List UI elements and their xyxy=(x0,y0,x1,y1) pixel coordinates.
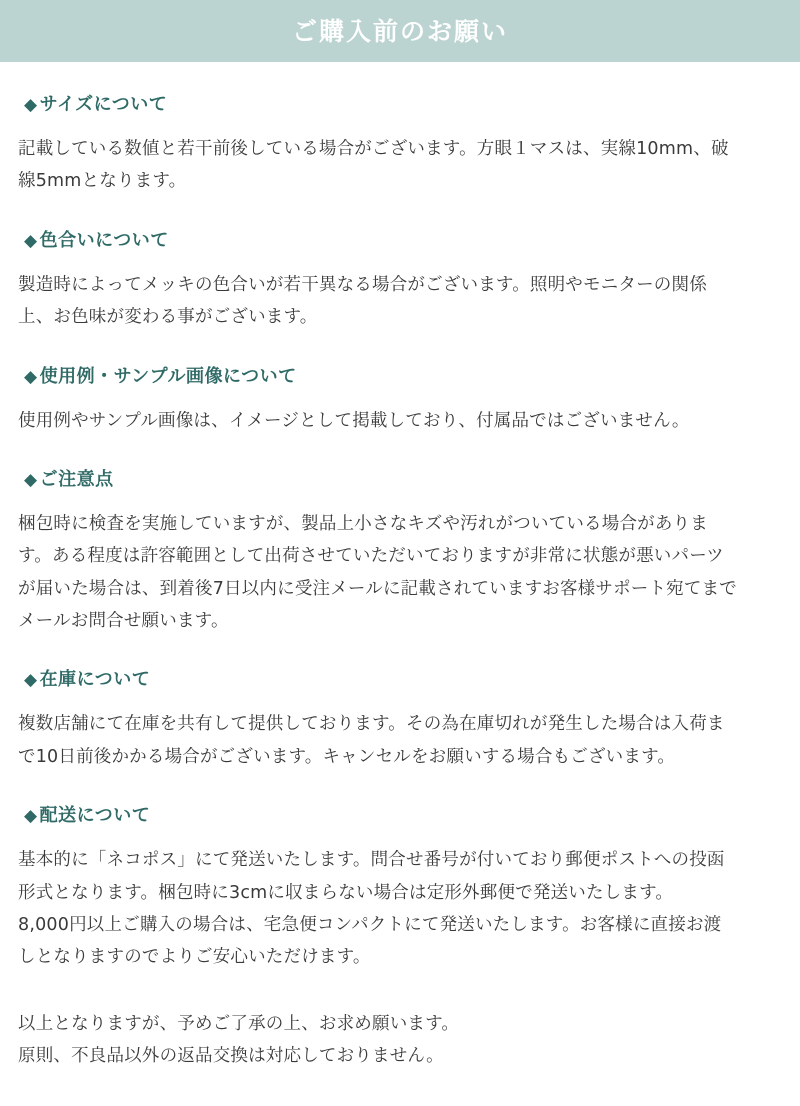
body-line: メールお問合せ願います。 xyxy=(18,611,229,631)
section-heading xyxy=(24,90,784,116)
section-body xyxy=(18,708,784,773)
section-heading xyxy=(24,226,784,252)
body-line: 複数店舗にて在庫を共有して提供しております。その為在庫切れが発生した場合は入荷ま xyxy=(18,714,725,735)
body-line: す。ある程度は許容範囲として出荷させていただいておりますが非常に状態が悪いパーツ xyxy=(18,546,724,567)
section-shipping xyxy=(16,801,784,974)
diamond-bullet-icon: ◆ xyxy=(24,366,38,387)
page-title: ご購入前のお願い xyxy=(291,16,508,46)
body-line: 形式となります。梱包時に3cmに収まらない場合は定形外郵便で発送いたします。 xyxy=(18,882,674,903)
closing-note-line: 以上となりますが、予めご了承の上、お求め願います。 xyxy=(18,1013,460,1034)
body-line: しとなりますのでよりご安心いただけます。 xyxy=(18,947,371,968)
section-heading-label: サイズについて xyxy=(39,94,168,115)
section-heading xyxy=(24,665,784,691)
body-line: が届いた場合は、到着後7日以内に受注メールに記載されていますお客様サポート宛てまで xyxy=(18,578,737,599)
section-cautions xyxy=(16,465,784,638)
section-color xyxy=(16,226,784,334)
section-sample-image xyxy=(16,362,784,437)
section-heading xyxy=(24,801,784,827)
body-line: 梱包時に検査を実施していますが、製品上小さなキズや汚れがついている場合がありま xyxy=(18,513,708,534)
closing-note xyxy=(18,1008,784,1073)
section-body xyxy=(18,269,784,334)
body-line: 基本的に「ネコポス」にて発送いたします。問合せ番号が付いており郵便ポストへの投函 xyxy=(18,850,725,871)
section-heading-label: ご注意点 xyxy=(39,468,114,490)
page-header-band xyxy=(0,0,800,62)
body-line: 使用例やサンプル画像は、イメージとして掲載しており、付属品ではございません。 xyxy=(18,410,690,431)
section-heading-label: 在庫について xyxy=(39,669,151,691)
diamond-bullet-icon: ◆ xyxy=(24,230,38,251)
notice-content xyxy=(0,90,800,1090)
section-size xyxy=(16,90,784,198)
body-line: 8,000円以上ご購入の場合は、宅急便コンパクトにて発送いたします。お客様に直接お渡 xyxy=(18,914,722,935)
body-line: 製造時によってメッキの色合いが若干異なる場合がございます。照明やモニターの関係 xyxy=(18,274,707,295)
diamond-bullet-icon: ◆ xyxy=(24,469,38,490)
section-body xyxy=(18,405,784,437)
section-body xyxy=(18,133,784,198)
section-heading xyxy=(24,465,784,491)
body-line: で10日前後かかる場合がございます。キャンセルをお願いする場合もございます。 xyxy=(18,746,676,767)
diamond-bullet-icon: ◆ xyxy=(24,95,38,115)
section-heading xyxy=(24,362,784,388)
section-heading-label: 使用例・サンプル画像について xyxy=(39,365,297,387)
section-stock xyxy=(16,665,784,773)
section-heading-label: 色合いについて xyxy=(39,229,169,251)
diamond-bullet-icon: ◆ xyxy=(24,806,38,827)
body-line: 記載している数値と若干前後している場合がございます。方眼１マスは、実線10mm、破 xyxy=(18,139,729,159)
diamond-bullet-icon: ◆ xyxy=(24,670,38,691)
closing-note-line: 原則、不良品以外の返品交換は対応しておりません。 xyxy=(18,1046,444,1066)
body-line: 線5mmとなります。 xyxy=(18,171,187,192)
body-line: 上、お色味が変わる事がございます。 xyxy=(18,307,318,328)
section-heading-label: 配送について xyxy=(39,805,151,827)
section-body xyxy=(18,508,784,638)
section-body xyxy=(18,844,784,974)
